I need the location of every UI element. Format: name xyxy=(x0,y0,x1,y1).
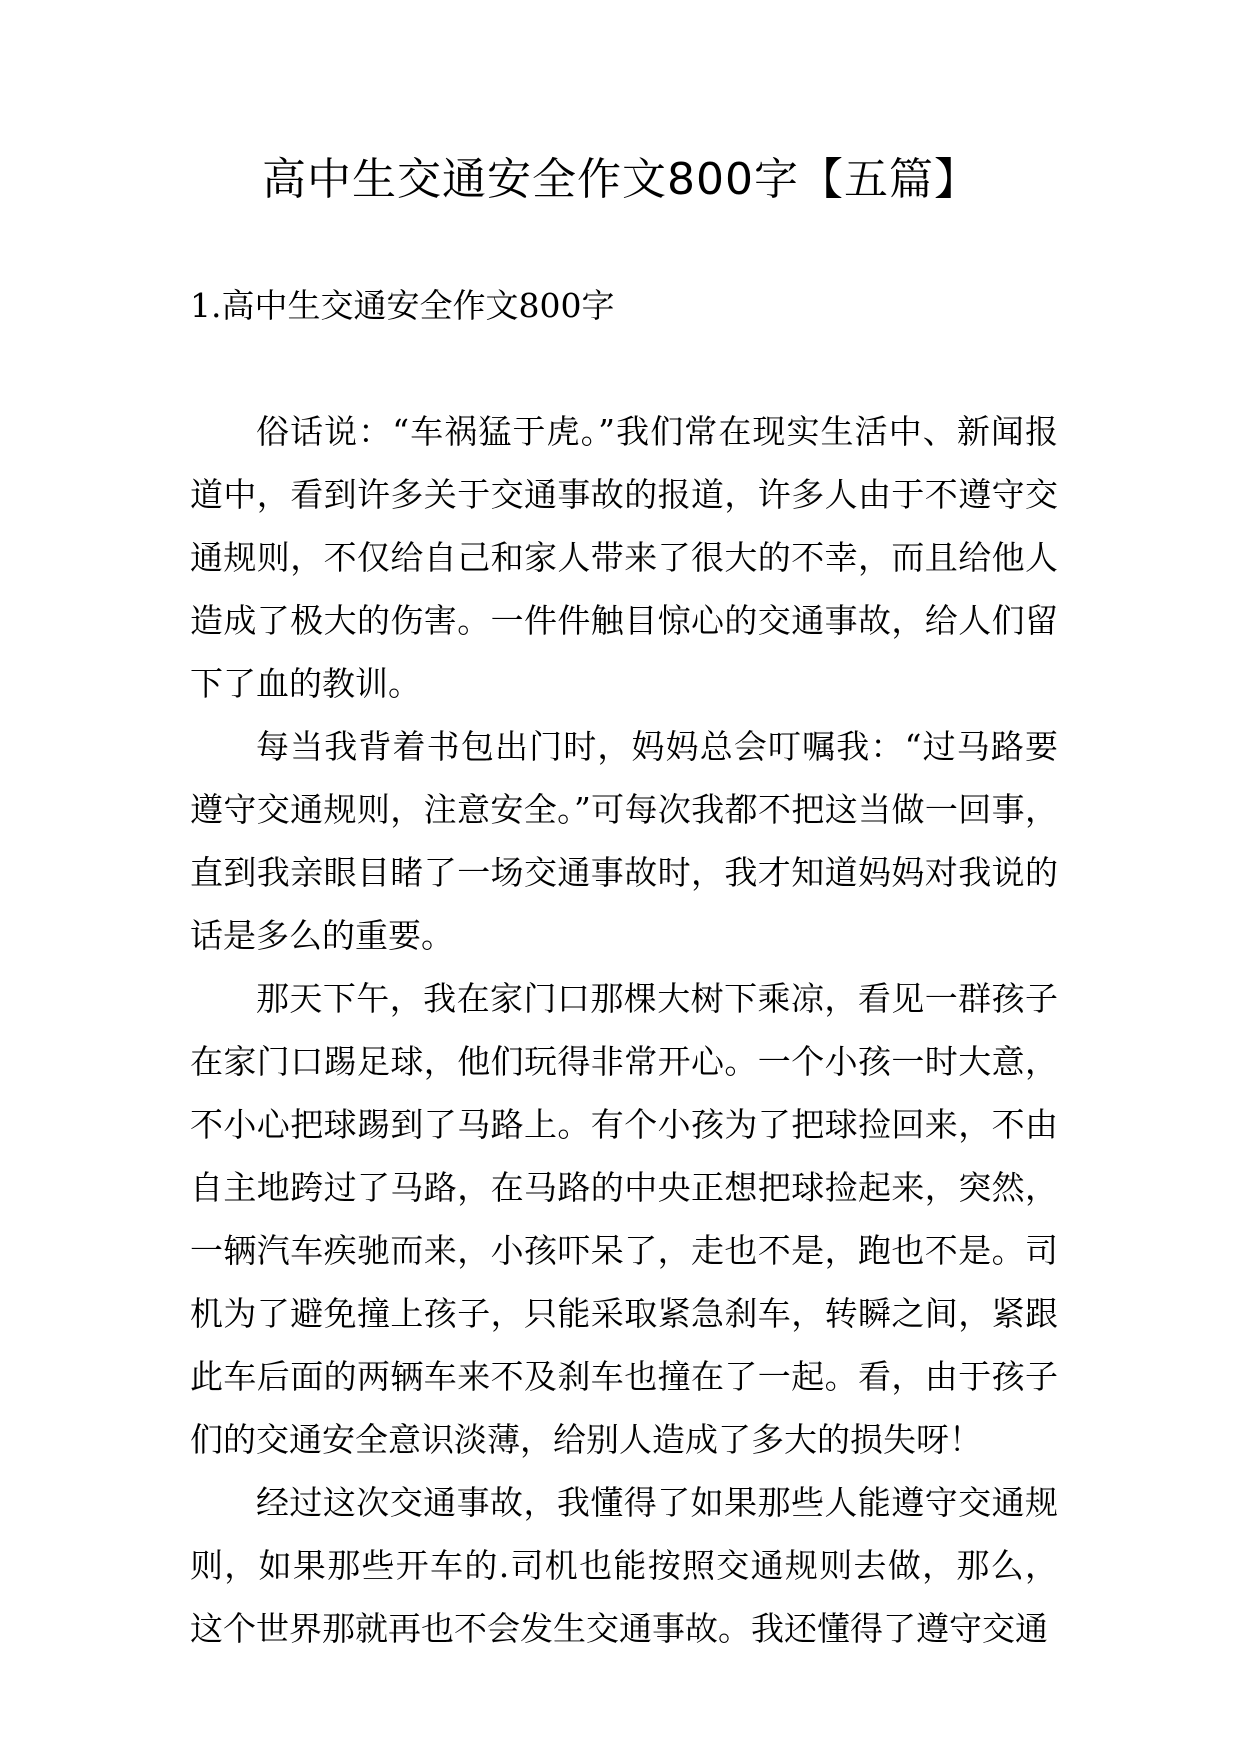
paragraph: 俗话说：“车祸猛于虎。”我们常在现实生活中、新闻报道中，看到许多关于交通事故的报道，许多人由于不遵守交通规则，不仅给自己和家人带来了很大的不幸，而且给他人造成了极大的伤害。一件件触目惊心的交通事故，给人们留下了血的教训。 xyxy=(190,412,1058,703)
document-title: 高中生交通安全作文800字【五篇】 xyxy=(262,154,979,205)
paragraph: 经过这次交通事故，我懂得了如果那些人能遵守交通规则，如果那些开车的.司机也能按照交通规则去做，那么，这个世界那就再也不会发生交通事故。我还懂得了遵守交通 xyxy=(190,1483,1058,1648)
section-heading: 1.高中生交通安全作文800字 xyxy=(190,286,615,325)
paragraph: 那天下午，我在家门口那棵大树下乘凉，看见一群孩子在家门口踢足球，他们玩得非常开心。一个小孩一时大意，不小心把球踢到了马路上。有个小孩为了把球捡回来，不由自主地跨过了马路，在马路的中央正想把球捡起来，突然，一辆汽车疾驰而来，小孩吓呆了，走也不是，跑也不是。司机为了避免撞上孩子，只能采取紧急刹车，转瞬之间，紧跟此车后面的两辆车来不及刹车也撞在了一起。看，由于孩子们的交通安全意识淡薄，给别人造成了多大的损失呀！ xyxy=(190,979,1058,1459)
essay-body xyxy=(190,400,1058,1660)
paragraph: 每当我背着书包出门时，妈妈总会叮嘱我：“过马路要遵守交通规则，注意安全。”可每次我都不把这当做一回事，直到我亲眼目睹了一场交通事故时，我才知道妈妈对我说的话是多么的重要。 xyxy=(190,727,1058,955)
